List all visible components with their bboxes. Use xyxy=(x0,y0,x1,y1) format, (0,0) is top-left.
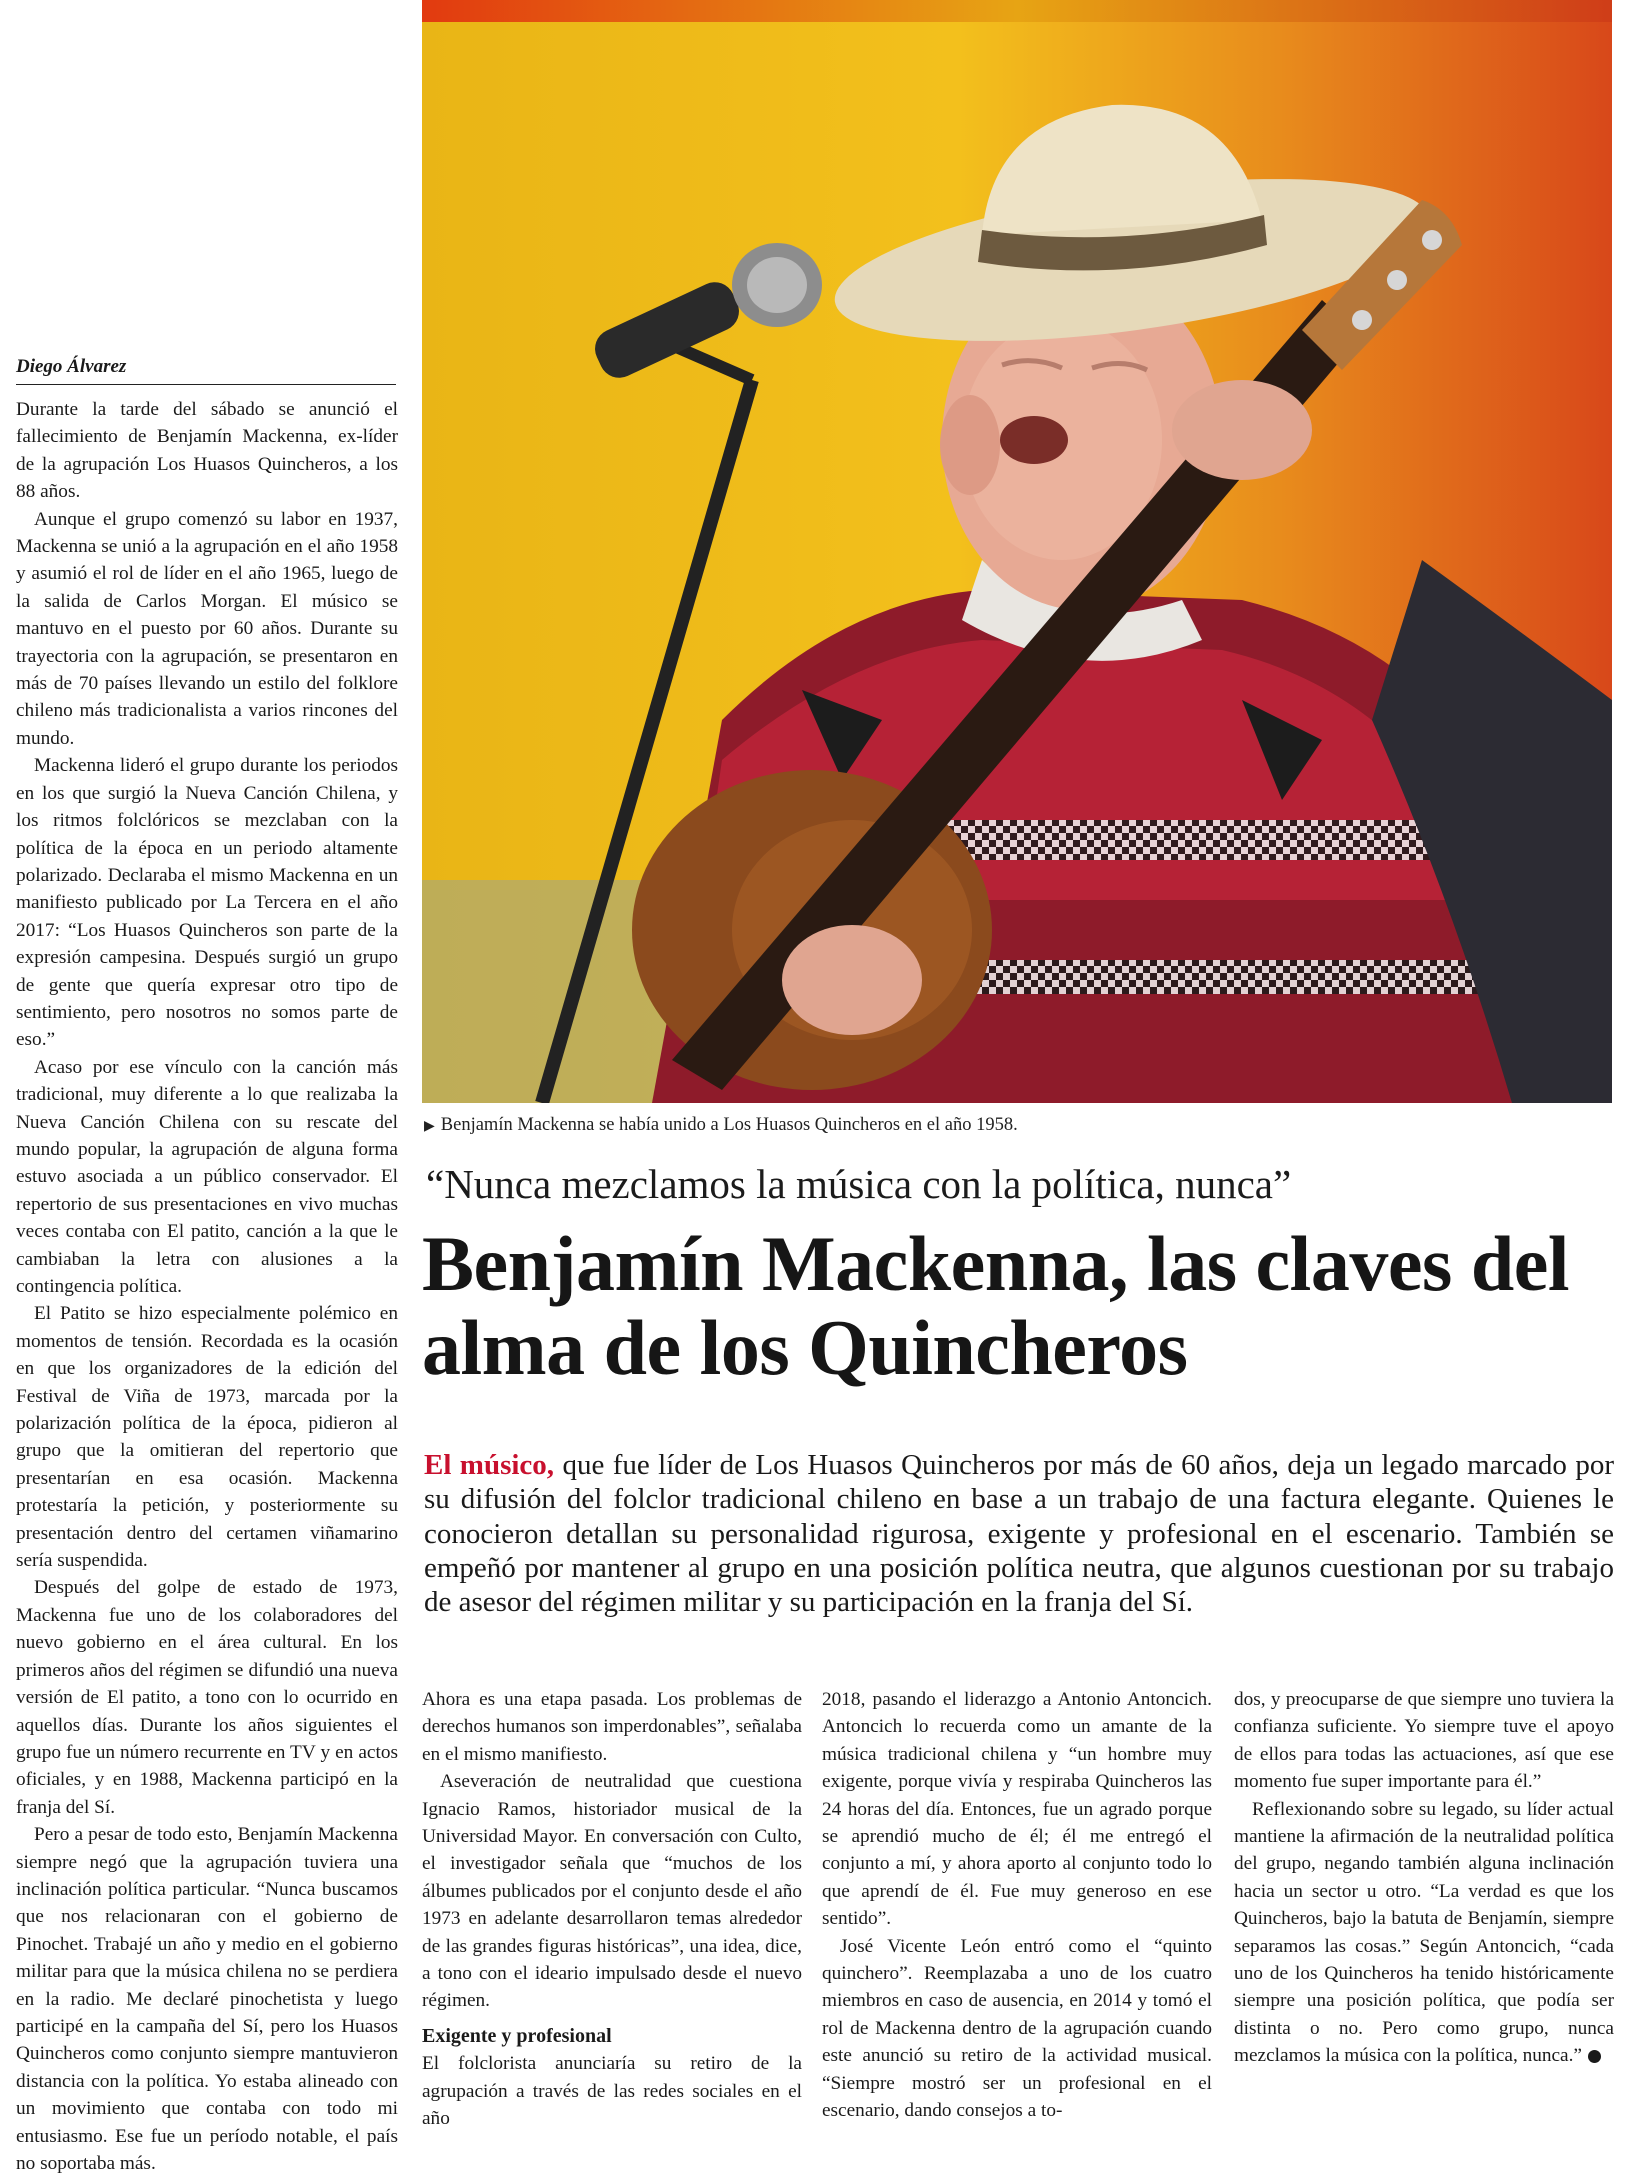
headline-kicker: “Nunca mezclamos la música con la política, nunca” xyxy=(426,1161,1292,1207)
photo-caption xyxy=(424,1115,1604,1136)
paragraph: dos, y preocuparse de que siempre uno tuviera la confianza suficiente. Yo siempre tuve el apoyo de ellos para todas las actuaciones, así que ese momento fue super importante para él.” xyxy=(1234,1689,1614,1793)
body-column-1 xyxy=(422,1686,802,2133)
paragraph: José Vicente León entró como el “quinto quinchero”. Reemplazaba a uno de los cuatro miembros en caso de ausencia, en 2014 y tomó el rol de Mackenna dentro de la agrupación cuando este anunció su retiro de la actividad musical. “Siempre mostró ser un profesional en el escenario, dando consejos a to- xyxy=(822,1935,1212,2122)
photo-illustration xyxy=(422,0,1612,1103)
end-mark-icon xyxy=(1588,2050,1601,2063)
author-byline: Diego Álvarez xyxy=(16,356,396,385)
closing-paragraph-text: Reflexionando sobre su legado, su líder actual mantiene la afirmación de la neutralidad política del grupo, negando también alguna inclinación hacia un sector u otro. “La verdad es que los Quincheros, bajo la batuta de Benjamín, siempre separamos las cosas.” Según Antoncich, “cada uno de los Quincheros ha tenido históricamente siempre una posición política, que podía ser distinta o no. Pero como grupo, nunca mezclamos la música con la política, nunca.” xyxy=(1234,1798,1614,2067)
caption-arrow-icon: ▶ xyxy=(424,1119,435,1134)
paragraph: Ahora es una etapa pasada. Los problemas de derechos humanos son imperdonables”, señalaba en el mismo manifiesto. xyxy=(422,1689,802,1765)
section-subhead: Exigente y profesional xyxy=(422,2024,612,2047)
paragraph: El Patito se hizo especialmente polémico en momentos de tensión. Recordada es la ocasión en que los organizadores de la edición del Festival de Viña de 1973, marcada por la polarización política de la época, pidieron al grupo que la omitieran del repertorio que presentarían en esa ocasión. Mackenna protestaría la petición, y posteriormente su presentación dentro del certamen viñamarino sería suspendida. xyxy=(16,1303,398,1572)
paragraph: Pero a pesar de todo esto, Benjamín Mackenna siempre negó que la agrupación tuviera una inclinación política particular. “Nunca buscamos que nos relacionaran con el gobierno de Pinochet. Trabajé un año y medio en el gobierno militar para que la música chilena no se perdiera en la radio. Me declaré pinochetista y luego participé en la campaña del Sí, pero los Huasos Quincheros como conjunto siempre mantuvieron distancia con la política. Yo estaba alineado con un movimiento que contaba con todo mi entusiasmo. Ese fue un período notable, el país no soportaba más. xyxy=(16,1824,398,2174)
paragraph: Acaso por ese vínculo con la canción más tradicional, muy diferente a lo que realizaba la Nueva Canción Chilena con su rescate del mundo popular, la agrupación de alguna forma estuvo asociada a un público conservador. El repertorio de sus presentaciones en vivo muchas veces contaba con El patito, canción a la que le cambiaban la letra con alusiones a la contingencia política. xyxy=(16,1056,398,1297)
left-column-text xyxy=(16,396,398,2177)
paragraph xyxy=(1234,1796,1614,2070)
paragraph: Después del golpe de estado de 1973, Mackenna fue uno de los colaboradores del nuevo gobierno en el área cultural. En los primeros años del régimen se difundió una nueva versión de El patito, a tono con lo ocurrido en aquellos días. Durante los años siguientes el grupo fue un número recurrente en TV y en actos oficiales, y en 1988, Mackenna participó en la franja del Sí. xyxy=(16,1577,398,1818)
paragraph: El folclorista anunciaría su retiro de la agrupación a través de las redes sociales en el año xyxy=(422,2053,802,2130)
headline: Benjamín Mackenna, las claves del alma de los Quincheros xyxy=(422,1220,1569,1391)
paragraph: Durante la tarde del sábado se anunció el fallecimiento de Benjamín Mackenna, ex-líder de la agrupación Los Huasos Quincheros, a los 88 años. xyxy=(16,399,398,503)
paragraph: Aunque el grupo comenzó su labor en 1937, Mackenna se unió a la agrupación en el año 1958 y asumió el rol de líder en el año 1965, luego de la salida de Carlos Morgan. El músico se mantuvo en el puesto por 60 años. Durante su trayectoria con la agrupación, se presentaron en más de 70 países llevando un estilo del folklore chileno más tradicionalista a varios rincones del mundo. xyxy=(16,508,398,749)
lead-kicker: El músico, xyxy=(424,1449,555,1481)
body-column-2 xyxy=(822,1686,1212,2125)
lead-text: que fue líder de Los Huasos Quincheros por más de 60 años, deja un legado marcado por su difusión del folclor tradicional chileno en base a un trabajo de una factura elegante. Quienes le conocieron detallan su personalidad rigurosa, exigente y profesional en el escenario. También se empeñó por mantener al grupo en una posición política neutra, que algunos cuestionan por su trabajo de asesor del régimen militar y su participación en la franja del Sí. xyxy=(424,1449,1614,1619)
paragraph: Mackenna lideró el grupo durante los periodos en los que surgió la Nueva Canción Chilena, y los ritmos folclóricos se mezclaban con la política de la época en un periodo altamente polarizado. Declaraba el mismo Mackenna en un manifiesto publicado por La Tercera en el año 2017: “Los Huasos Quincheros son parte de la expresión campesina. Después surgió un grupo de gente que quería expresar otro tipo de sentimiento, pero nosotros no somos parte de eso.” xyxy=(16,755,398,1051)
caption-text: Benjamín Mackenna se había unido a Los Huasos Quincheros en el año 1958. xyxy=(440,1115,1018,1135)
paragraph: 2018, pasando el liderazgo a Antonio Antoncich. Antoncich lo recuerda como un amante de la música tradicional chilena y “un hombre muy exigente, porque vivía y respiraba Quincheros las 24 horas del día. Entonces, fue un agrado porque se aprendió mucho de él; él me entregó el conjunto a mí, y ahora aporto al conjunto todo lo que aprendí de él. Fue muy generoso en ese sentido”. xyxy=(822,1689,1212,1930)
article-photo xyxy=(422,0,1612,1103)
lead-paragraph xyxy=(424,1448,1614,1619)
body-column-3 xyxy=(1234,1686,1614,2070)
paragraph: Aseveración de neutralidad que cuestiona Ignacio Ramos, historiador musical de la Universidad Mayor. En conversación con Culto, el investigador señala que “muchos de los álbumes publicados por el conjunto desde el año 1973 en adelante desarrollaron temas alrededor de las grandes figuras históricas”, una idea, dice, a tono con el ideario impulsado desde el nuevo régimen. xyxy=(422,1771,802,2012)
